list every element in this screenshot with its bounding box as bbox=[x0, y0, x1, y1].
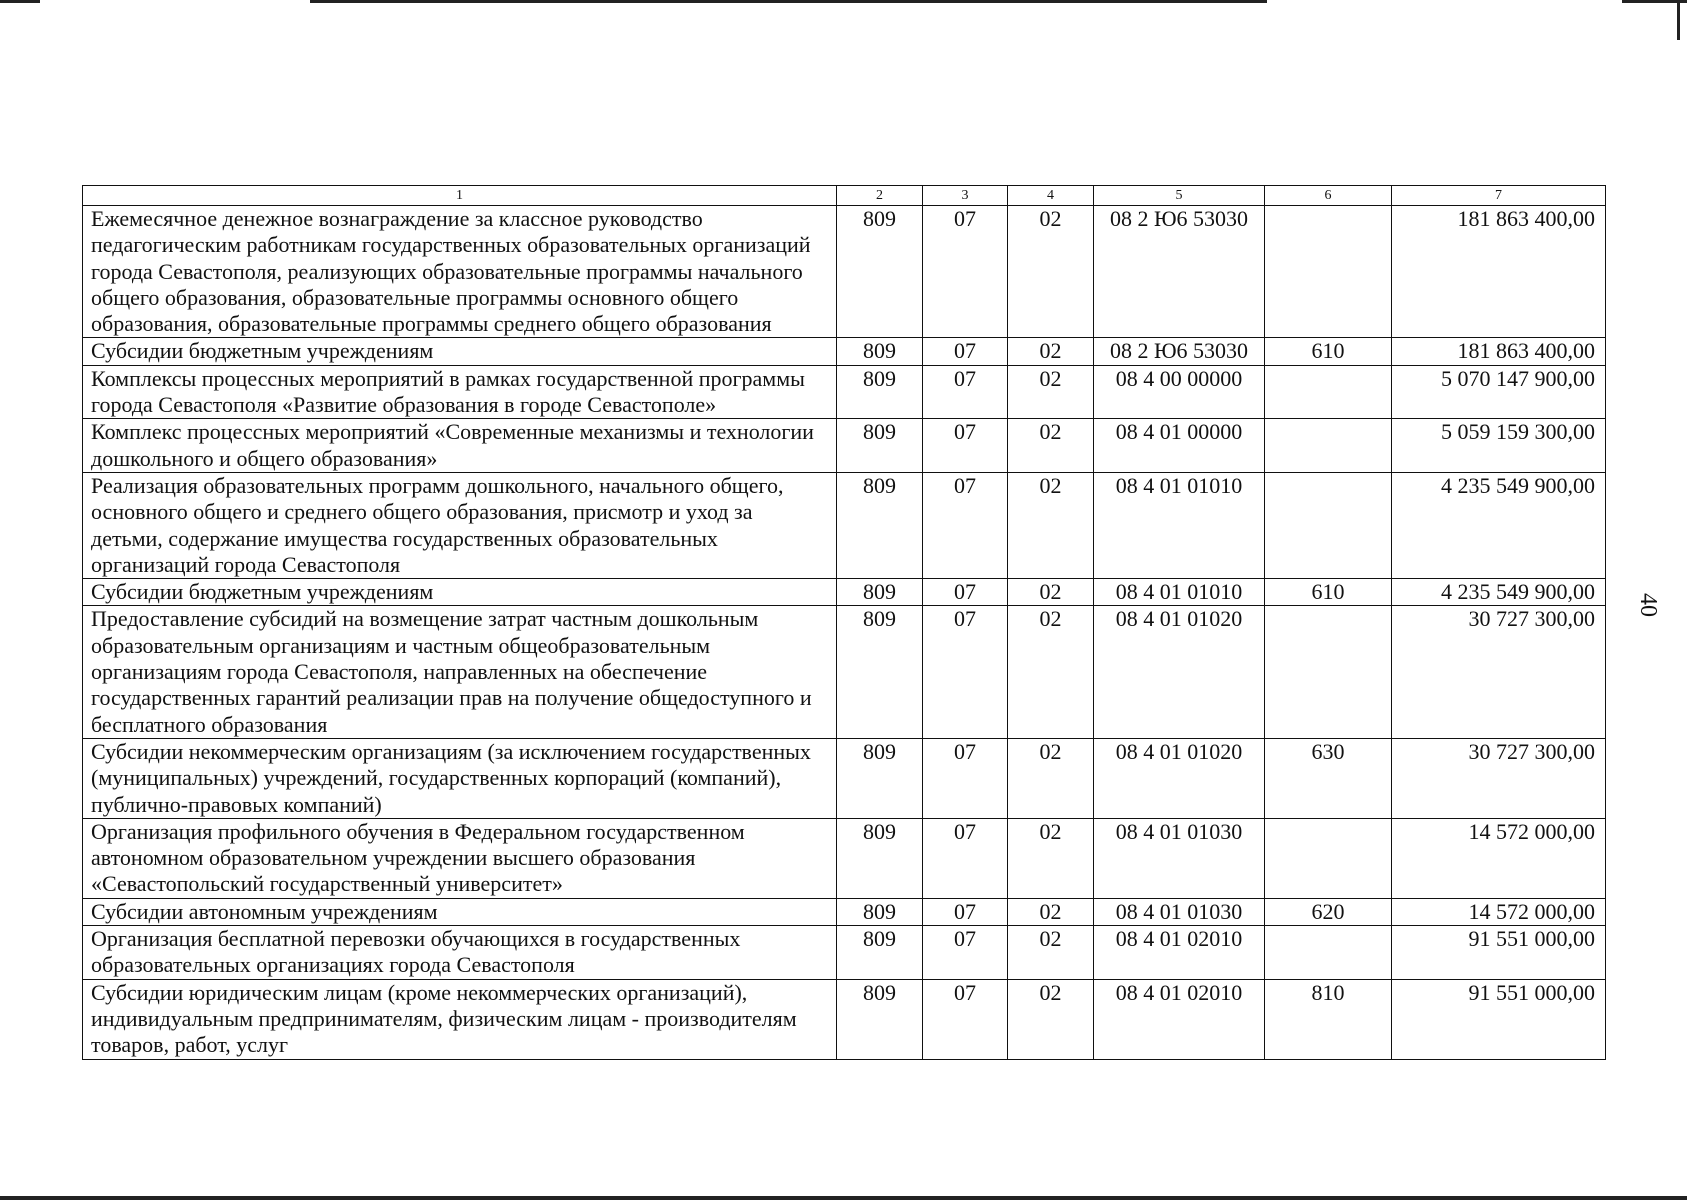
amount-cell: 91 551 000,00 bbox=[1392, 926, 1606, 980]
expense-type-cell bbox=[1265, 472, 1392, 578]
subsection-code-cell: 02 bbox=[1008, 979, 1094, 1059]
table-row bbox=[83, 338, 1606, 365]
amount-cell: 30 727 300,00 bbox=[1392, 738, 1606, 818]
section-code-cell: 07 bbox=[923, 979, 1008, 1059]
ministry-code-cell: 809 bbox=[837, 472, 923, 578]
item-name-cell: Комплекс процессных мероприятий «Современные механизмы и технологии дошкольного и общего образования» bbox=[83, 419, 837, 473]
subsection-code-cell: 02 bbox=[1008, 818, 1094, 898]
ministry-code-cell: 809 bbox=[837, 926, 923, 980]
expense-type-cell: 610 bbox=[1265, 338, 1392, 365]
table-row bbox=[83, 738, 1606, 818]
table-row bbox=[83, 206, 1606, 338]
amount-cell: 30 727 300,00 bbox=[1392, 606, 1606, 738]
table-row bbox=[83, 419, 1606, 473]
expense-type-cell bbox=[1265, 606, 1392, 738]
ministry-code-cell: 809 bbox=[837, 579, 923, 606]
expense-type-cell bbox=[1265, 419, 1392, 473]
item-name-cell: Организация профильного обучения в Федеральном государственном автономном образовательном учреждении высшего образования «Севастопольский государственный университет» bbox=[83, 818, 837, 898]
subsection-code-cell: 02 bbox=[1008, 738, 1094, 818]
target-article-cell: 08 2 Ю6 53030 bbox=[1094, 338, 1265, 365]
subsection-code-cell: 02 bbox=[1008, 338, 1094, 365]
amount-cell: 4 235 549 900,00 bbox=[1392, 472, 1606, 578]
item-name-cell: Субсидии бюджетным учреждениям bbox=[83, 579, 837, 606]
item-name-cell: Организация бесплатной перевозки обучающихся в государственных образовательных организациях города Севастополя bbox=[83, 926, 837, 980]
column-header: 6 bbox=[1265, 186, 1392, 206]
target-article-cell: 08 4 00 00000 bbox=[1094, 365, 1265, 419]
column-header: 7 bbox=[1392, 186, 1606, 206]
subsection-code-cell: 02 bbox=[1008, 419, 1094, 473]
ministry-code-cell: 809 bbox=[837, 338, 923, 365]
subsection-code-cell: 02 bbox=[1008, 365, 1094, 419]
column-header: 5 bbox=[1094, 186, 1265, 206]
target-article-cell: 08 4 01 01010 bbox=[1094, 579, 1265, 606]
amount-cell: 5 059 159 300,00 bbox=[1392, 419, 1606, 473]
expense-type-cell: 620 bbox=[1265, 898, 1392, 925]
table-body bbox=[83, 206, 1606, 1060]
amount-cell: 5 070 147 900,00 bbox=[1392, 365, 1606, 419]
amount-cell: 14 572 000,00 bbox=[1392, 818, 1606, 898]
item-name-cell: Реализация образовательных программ дошкольного, начального общего, основного общего и среднего общего образования, присмотр и уход за детьми, содержание имущества государственных образовательных организаций города Севастополя bbox=[83, 472, 837, 578]
section-code-cell: 07 bbox=[923, 579, 1008, 606]
expense-type-cell bbox=[1265, 926, 1392, 980]
column-header: 3 bbox=[923, 186, 1008, 206]
scan-edge-mark bbox=[310, 0, 1267, 3]
section-code-cell: 07 bbox=[923, 738, 1008, 818]
target-article-cell: 08 4 01 01030 bbox=[1094, 818, 1265, 898]
item-name-cell: Субсидии бюджетным учреждениям bbox=[83, 338, 837, 365]
amount-cell: 181 863 400,00 bbox=[1392, 206, 1606, 338]
table-row bbox=[83, 472, 1606, 578]
amount-cell: 14 572 000,00 bbox=[1392, 898, 1606, 925]
column-header: 1 bbox=[83, 186, 837, 206]
subsection-code-cell: 02 bbox=[1008, 206, 1094, 338]
target-article-cell: 08 2 Ю6 53030 bbox=[1094, 206, 1265, 338]
budget-table bbox=[82, 185, 1606, 1060]
target-article-cell: 08 4 01 01010 bbox=[1094, 472, 1265, 578]
target-article-cell: 08 4 01 02010 bbox=[1094, 926, 1265, 980]
table-row bbox=[83, 818, 1606, 898]
target-article-cell: 08 4 01 01030 bbox=[1094, 898, 1265, 925]
subsection-code-cell: 02 bbox=[1008, 472, 1094, 578]
section-code-cell: 07 bbox=[923, 365, 1008, 419]
target-article-cell: 08 4 01 02010 bbox=[1094, 979, 1265, 1059]
column-header: 2 bbox=[837, 186, 923, 206]
ministry-code-cell: 809 bbox=[837, 979, 923, 1059]
subsection-code-cell: 02 bbox=[1008, 606, 1094, 738]
ministry-code-cell: 809 bbox=[837, 606, 923, 738]
scan-edge-mark bbox=[0, 1196, 1687, 1200]
table-row bbox=[83, 365, 1606, 419]
section-code-cell: 07 bbox=[923, 419, 1008, 473]
target-article-cell: 08 4 01 00000 bbox=[1094, 419, 1265, 473]
item-name-cell: Субсидии юридическим лицам (кроме некоммерческих организаций), индивидуальным предпринимателям, физическим лицам - производителям товаров, работ, услуг bbox=[83, 979, 837, 1059]
ministry-code-cell: 809 bbox=[837, 419, 923, 473]
table-row bbox=[83, 926, 1606, 980]
item-name-cell: Комплексы процессных мероприятий в рамках государственной программы города Севастополя «Развитие образования в городе Севастополе» bbox=[83, 365, 837, 419]
ministry-code-cell: 809 bbox=[837, 206, 923, 338]
column-header: 4 bbox=[1008, 186, 1094, 206]
expense-type-cell: 630 bbox=[1265, 738, 1392, 818]
expense-type-cell: 810 bbox=[1265, 979, 1392, 1059]
ministry-code-cell: 809 bbox=[837, 365, 923, 419]
subsection-code-cell: 02 bbox=[1008, 926, 1094, 980]
expense-type-cell bbox=[1265, 206, 1392, 338]
item-name-cell: Предоставление субсидий на возмещение затрат частным дошкольным образовательным организациям и частным общеобразовательным организациям города Севастополя, направленных на обеспечение государственных гарантий реализации прав на получение общедоступного и бесплатного образования bbox=[83, 606, 837, 738]
table-row bbox=[83, 979, 1606, 1059]
amount-cell: 181 863 400,00 bbox=[1392, 338, 1606, 365]
item-name-cell: Ежемесячное денежное вознаграждение за классное руководство педагогическим работникам государственных образовательных организаций города Севастополя, реализующих образовательные программы начального общего образования, образовательные программы основного общего образования, образовательные программы среднего общего образования bbox=[83, 206, 837, 338]
ministry-code-cell: 809 bbox=[837, 738, 923, 818]
section-code-cell: 07 bbox=[923, 926, 1008, 980]
expense-type-cell bbox=[1265, 365, 1392, 419]
item-name-cell: Субсидии некоммерческим организациям (за исключением государственных (муниципальных) учреждений, государственных корпораций (компаний), публично-правовых компаний) bbox=[83, 738, 837, 818]
table-row bbox=[83, 898, 1606, 925]
section-code-cell: 07 bbox=[923, 818, 1008, 898]
table-row bbox=[83, 579, 1606, 606]
ministry-code-cell: 809 bbox=[837, 818, 923, 898]
expense-type-cell: 610 bbox=[1265, 579, 1392, 606]
amount-cell: 91 551 000,00 bbox=[1392, 979, 1606, 1059]
table-row bbox=[83, 606, 1606, 738]
amount-cell: 4 235 549 900,00 bbox=[1392, 579, 1606, 606]
section-code-cell: 07 bbox=[923, 898, 1008, 925]
section-code-cell: 07 bbox=[923, 472, 1008, 578]
target-article-cell: 08 4 01 01020 bbox=[1094, 606, 1265, 738]
item-name-cell: Субсидии автономным учреждениям bbox=[83, 898, 837, 925]
scan-edge-mark bbox=[1677, 0, 1680, 40]
subsection-code-cell: 02 bbox=[1008, 579, 1094, 606]
section-code-cell: 07 bbox=[923, 606, 1008, 738]
target-article-cell: 08 4 01 01020 bbox=[1094, 738, 1265, 818]
expense-type-cell bbox=[1265, 818, 1392, 898]
header-row bbox=[83, 186, 1606, 206]
section-code-cell: 07 bbox=[923, 206, 1008, 338]
ministry-code-cell: 809 bbox=[837, 898, 923, 925]
section-code-cell: 07 bbox=[923, 338, 1008, 365]
subsection-code-cell: 02 bbox=[1008, 898, 1094, 925]
page-number: 40 bbox=[1635, 593, 1661, 617]
scan-edge-mark bbox=[0, 0, 40, 3]
